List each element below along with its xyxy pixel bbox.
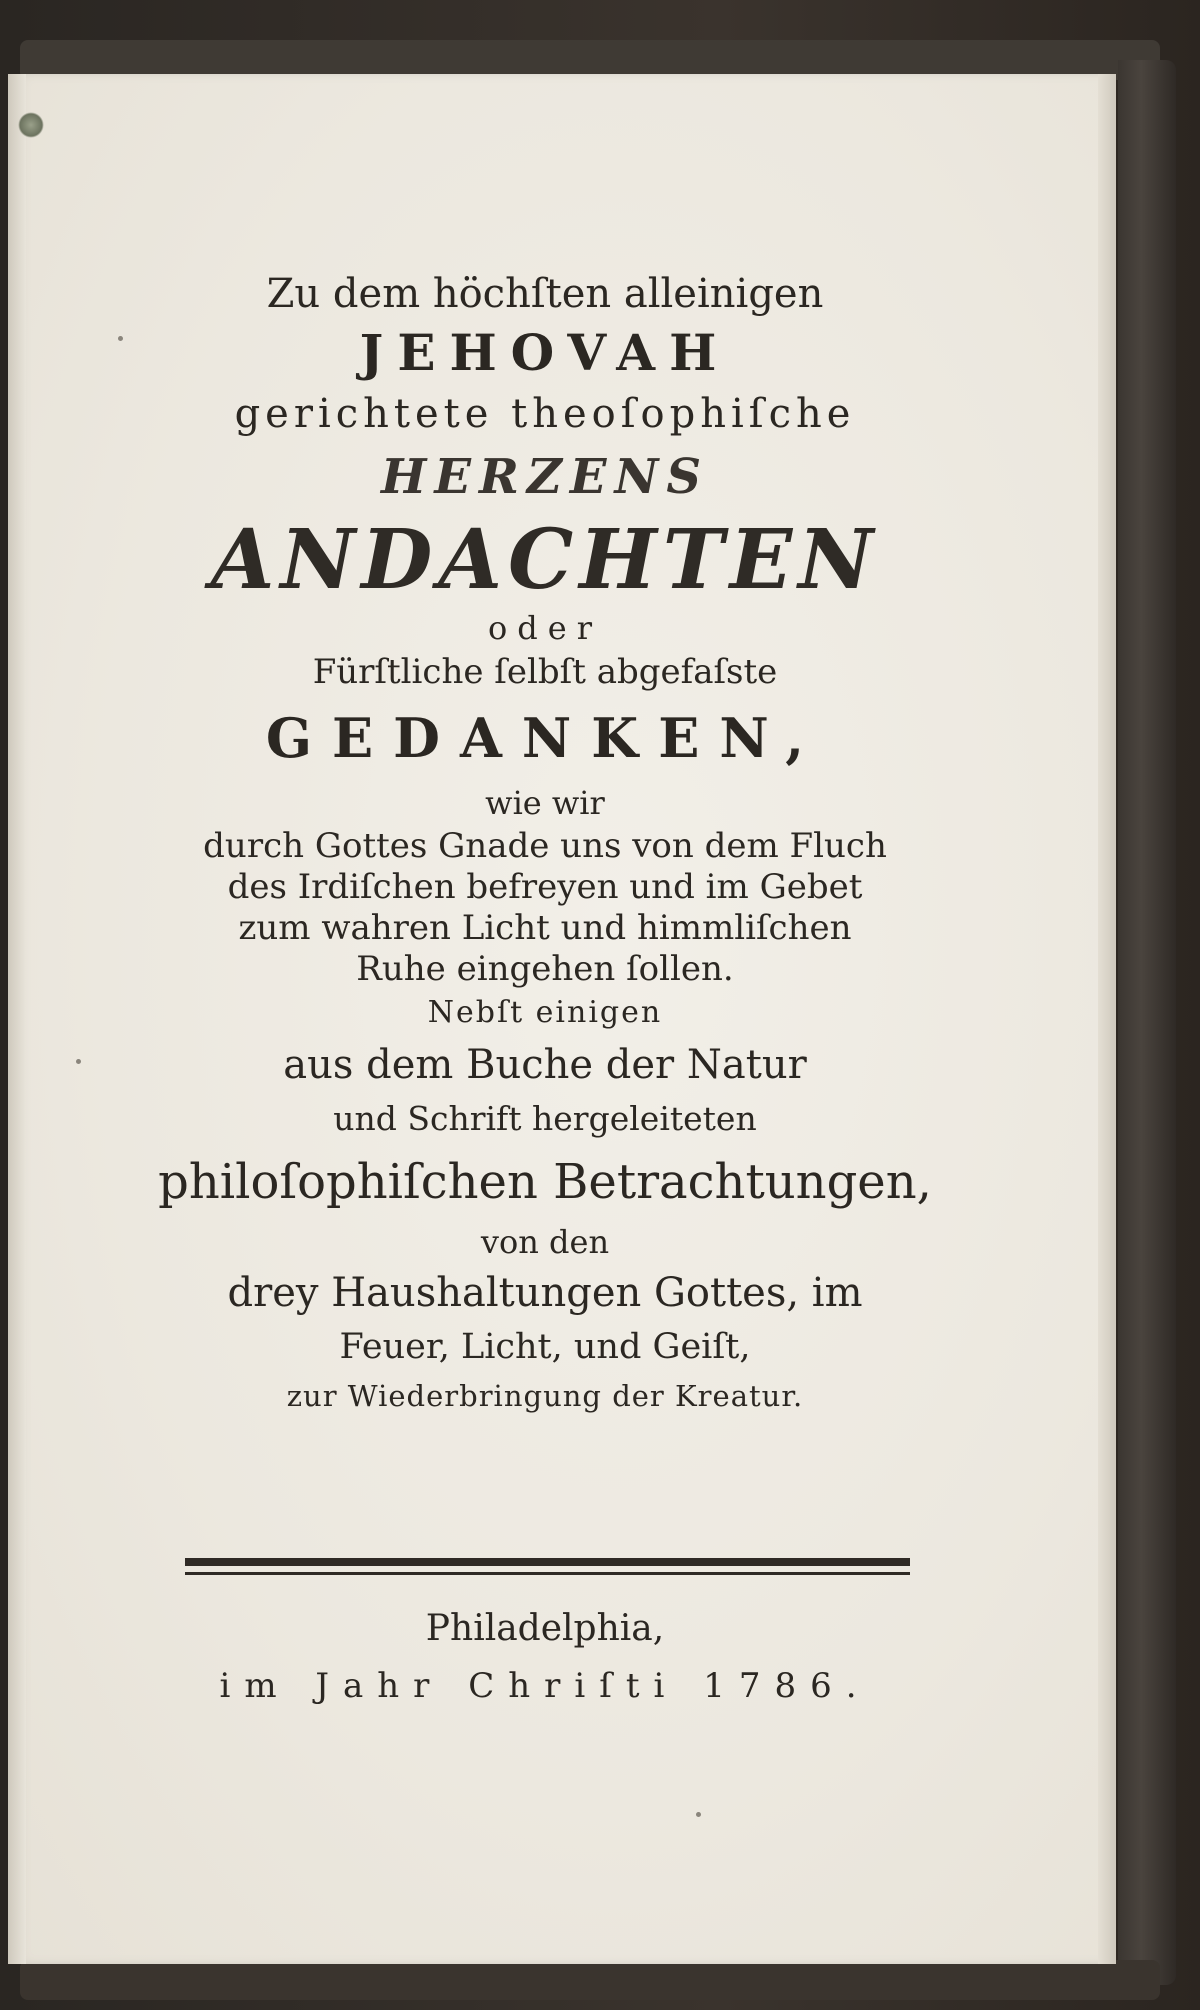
title-line-oder: oder xyxy=(488,609,602,647)
title-line-feuer: Feuer, Licht, und Geiſt, xyxy=(339,1327,751,1367)
title-line-betrachtungen: philoſophiſchen Betrachtungen, xyxy=(158,1154,932,1210)
title-line-kreatur: zur Wiederbringung der Kreatur. xyxy=(286,1379,804,1413)
subtitle-line: Ruhe eingehen ſollen. xyxy=(356,949,734,989)
title-line-nebst: Nebſt einigen xyxy=(427,995,663,1030)
title-line-haushaltungen: drey Haushaltungen Gottes, im xyxy=(227,1270,863,1316)
imprint-year: im Jahr Chriſti 1786. xyxy=(219,1666,871,1706)
page-fore-edge xyxy=(1098,74,1116,1964)
title-line-herzens: HERZENS xyxy=(381,449,709,505)
title-line-princely: Fürſtliche ſelbſt abgefaſste xyxy=(312,652,778,692)
title-line-schrift: und Schrift hergeleiteten xyxy=(333,1099,757,1138)
rule-thick xyxy=(185,1558,910,1566)
title-line-wie-wir: wie wir xyxy=(485,784,605,822)
title-line-gedanken: GEDANKEN, xyxy=(265,706,825,770)
title-line-buch-der-natur: aus dem Buche der Natur xyxy=(283,1042,807,1088)
page-gutter xyxy=(8,74,26,1964)
double-rule-divider xyxy=(185,1558,910,1580)
title-line-dedication: Zu dem höchſten alleinigen xyxy=(266,271,824,317)
subtitle-line: des Irdiſchen befreyen und im Gebet xyxy=(227,867,863,907)
rule-thin xyxy=(185,1572,910,1575)
subtitle-line: durch Gottes Gnade uns von dem Fluch xyxy=(203,826,887,866)
book-cover-spine-edge xyxy=(1118,60,1176,1985)
ink-speck xyxy=(696,1812,701,1817)
subtitle-line: zum wahren Licht und himmliſchen xyxy=(238,908,852,948)
binding-thread xyxy=(18,112,44,138)
imprint-place: Philadelphia, xyxy=(425,1608,665,1649)
imprint-block xyxy=(150,1600,940,1714)
title-line-andachten: ANDACHTEN xyxy=(210,512,880,608)
title-line-von-den: von den xyxy=(480,1223,610,1261)
title-block xyxy=(150,268,940,1420)
title-line-directed: gerichtete theoſophiſche xyxy=(234,391,856,437)
book-cover-bottom-edge xyxy=(20,1960,1160,2000)
ink-speck xyxy=(76,1059,81,1064)
ink-speck xyxy=(118,336,123,341)
title-line-jehovah: JEHOVAH xyxy=(359,323,731,382)
